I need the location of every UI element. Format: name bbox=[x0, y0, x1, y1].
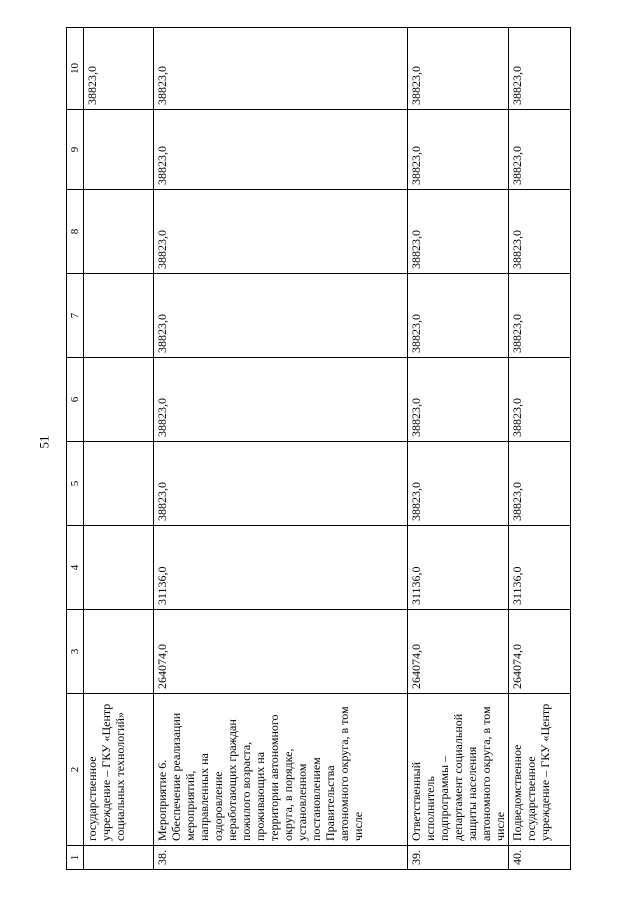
cell-col-7: 38823,0 bbox=[154, 274, 408, 358]
cell-col-10: 38823,0 bbox=[509, 28, 571, 110]
cell-col-4 bbox=[84, 526, 154, 610]
row-name: Мероприятие 6. Обеспечение реализации мероприятий, направленных на оздоровление неработающих граждан пожилого возраста, проживающих на территории автономного округа, в порядке, установленном постановлением Правительства автономного округа, в том числе bbox=[154, 694, 408, 846]
cell-col-10: 38823,0 bbox=[84, 28, 154, 110]
row-number: 38. bbox=[154, 846, 408, 870]
table-row bbox=[84, 28, 154, 870]
cell-col-8: 38823,0 bbox=[509, 190, 571, 274]
header-cell: 1 bbox=[67, 846, 84, 870]
cell-col-9: 38823,0 bbox=[154, 110, 408, 190]
row-name: Ответственный исполнитель подпрограммы – департамент социальной защиты населения автономного округа, в том числе bbox=[408, 694, 509, 846]
header-cell: 2 bbox=[67, 694, 84, 846]
header-cell: 9 bbox=[67, 110, 84, 190]
header-cell: 7 bbox=[67, 274, 84, 358]
cell-col-5: 38823,0 bbox=[154, 442, 408, 526]
row-number bbox=[84, 846, 154, 870]
cell-col-7 bbox=[84, 274, 154, 358]
cell-col-10: 38823,0 bbox=[154, 28, 408, 110]
cell-col-10: 38823,0 bbox=[408, 28, 509, 110]
cell-col-9 bbox=[84, 110, 154, 190]
table-row bbox=[509, 28, 571, 870]
header-cell: 10 bbox=[67, 28, 84, 110]
header-cell: 8 bbox=[67, 190, 84, 274]
row-name: Подведомственное государственное учреждение – ГКУ «Центр bbox=[509, 694, 571, 846]
cell-col-9: 38823,0 bbox=[408, 110, 509, 190]
cell-col-3: 264074,0 bbox=[408, 610, 509, 694]
cell-col-4: 31136,0 bbox=[408, 526, 509, 610]
cell-col-6: 38823,0 bbox=[154, 358, 408, 442]
cell-col-7: 38823,0 bbox=[509, 274, 571, 358]
cell-col-3: 264074,0 bbox=[154, 610, 408, 694]
row-number: 39. bbox=[408, 846, 509, 870]
row-number: 40. bbox=[509, 846, 571, 870]
cell-col-6: 38823,0 bbox=[408, 358, 509, 442]
row-name: государственное учреждение – ГКУ «Центр социальных технологий» bbox=[84, 694, 154, 846]
cell-col-8 bbox=[84, 190, 154, 274]
cell-col-3: 264074,0 bbox=[509, 610, 571, 694]
cell-col-6 bbox=[84, 358, 154, 442]
table-row bbox=[154, 28, 408, 870]
header-cell: 6 bbox=[67, 358, 84, 442]
header-cell: 4 bbox=[67, 526, 84, 610]
cell-col-8: 38823,0 bbox=[408, 190, 509, 274]
cell-col-5 bbox=[84, 442, 154, 526]
header-row bbox=[67, 28, 84, 870]
cell-col-5: 38823,0 bbox=[509, 442, 571, 526]
cell-col-6: 38823,0 bbox=[509, 358, 571, 442]
cell-col-9: 38823,0 bbox=[509, 110, 571, 190]
cell-col-4: 31136,0 bbox=[154, 526, 408, 610]
cell-col-5: 38823,0 bbox=[408, 442, 509, 526]
cell-col-3 bbox=[84, 610, 154, 694]
rotated-table-wrapper bbox=[66, 28, 570, 870]
cell-col-7: 38823,0 bbox=[408, 274, 509, 358]
cell-col-8: 38823,0 bbox=[154, 190, 408, 274]
header-cell: 3 bbox=[67, 610, 84, 694]
page-number: 51 bbox=[36, 435, 52, 449]
budget-table bbox=[66, 27, 571, 870]
header-cell: 5 bbox=[67, 442, 84, 526]
cell-col-4: 31136,0 bbox=[509, 526, 571, 610]
table-row bbox=[408, 28, 509, 870]
